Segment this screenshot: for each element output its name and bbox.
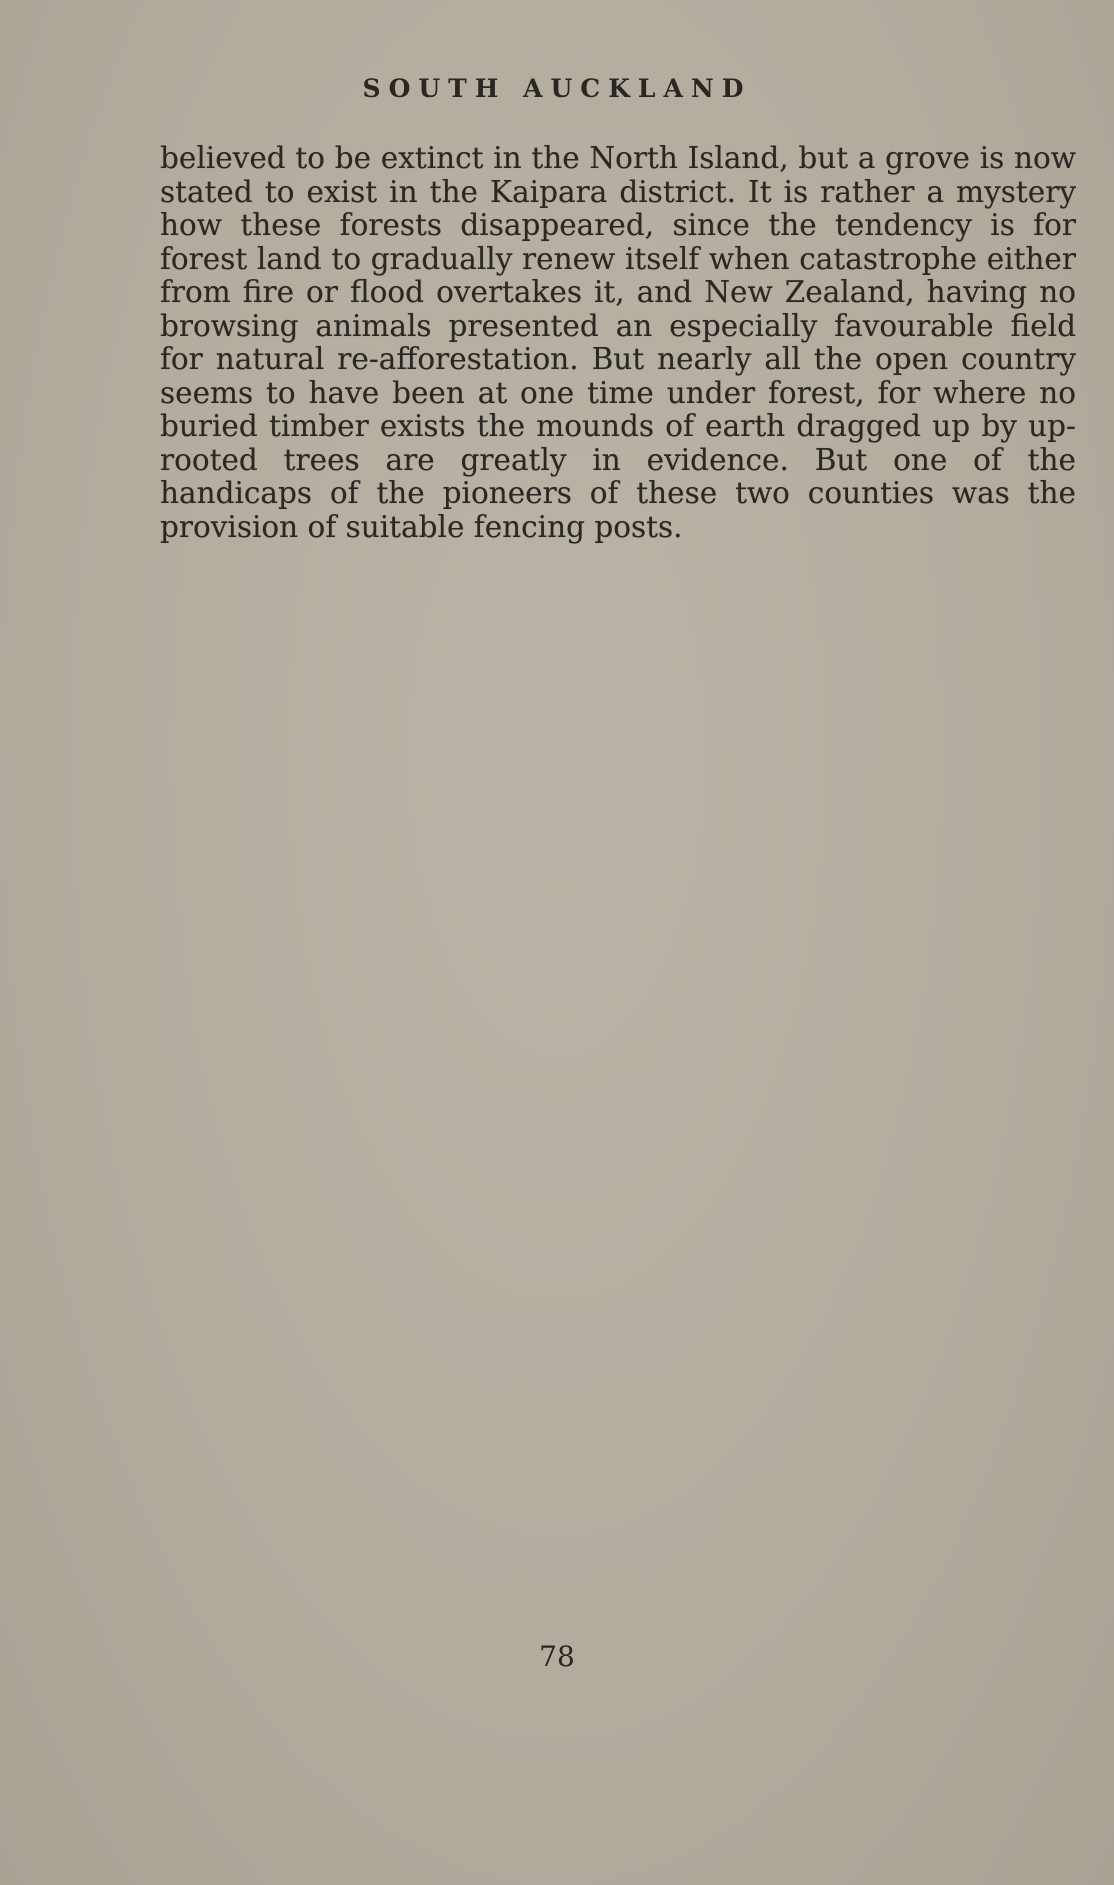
body-paragraph: believed to be extinct in the North Island, but a grove is now stated to exist in the Kaipara district. It is rather a mystery how these forests disappeared, since the tendency is for forest land to gradually renew itself when catastrophe either from fire or flood overtakes it, and New Zealand, having no browsing animals presented an especially favourable field for natural re-afforestation. But nearly all the open country seems to have been at one time under forest, for where no buried timber exists the mounds of earth dragged up by up-rooted trees are greatly in evidence. But one of the handicaps of the pioneers of these two counties was the provision of suitable fencing posts. xyxy=(160,141,1076,544)
running-head: SOUTH AUCKLAND xyxy=(362,74,752,103)
page-number: 78 xyxy=(539,1640,575,1673)
